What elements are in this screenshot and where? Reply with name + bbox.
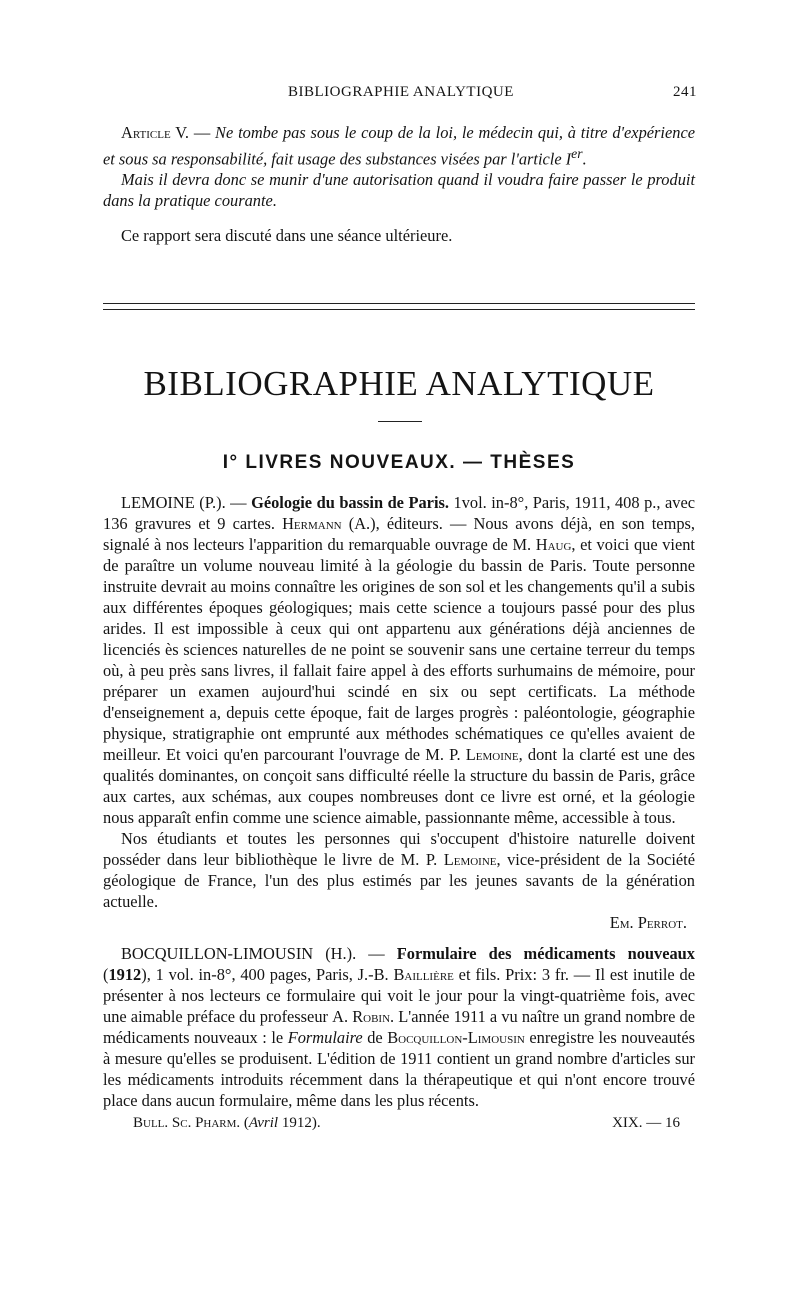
- article-sup: er: [571, 146, 583, 161]
- review1-body-a: , éditeurs. — Nous avons déjà, en son temps, signalé à nos lecteurs l'apparition du remarquable ouvrage de M.: [103, 514, 695, 554]
- review1-details: 1vol. in-8°, Paris, 1911, 408 p., avec 136 gravures et 9 cartes.: [103, 493, 695, 533]
- title-rule: [378, 421, 422, 422]
- review1-lemoine-2: Lemoine: [443, 850, 497, 869]
- divider-top: [103, 303, 695, 304]
- review2-paragraph: [103, 943, 695, 1111]
- divider-bottom: [103, 309, 695, 310]
- review1-paragraph: [103, 492, 695, 828]
- review1-author: LEMOINE (P.). —: [121, 493, 252, 512]
- review1-haug: Haug: [535, 535, 572, 554]
- page-number: 241: [673, 84, 697, 100]
- footer-journal: Bull. Sc. Pharm.: [133, 1115, 241, 1131]
- article-end: .: [582, 149, 587, 169]
- footer-date: Avril: [248, 1115, 279, 1131]
- review1-book-title: Géologie du bassin de Paris.: [251, 493, 449, 512]
- footer-date-close: ).: [311, 1115, 321, 1131]
- review2-book-title: Formulaire des médicaments nouveaux: [396, 944, 695, 963]
- review-bocquillon: [103, 943, 695, 1111]
- review2-body-a: et fils. Prix: 3 fr. — Il est inutile de présenter à nos lecteurs ce formulaire qui voit le jour pour la vingt-quatrième fois, avec une aimable préface du professeur: [103, 965, 695, 1026]
- article-label: Article V.: [121, 123, 190, 142]
- review2-publisher: Baillière: [393, 965, 454, 984]
- running-title: BIBLIOGRAPHIE ANALYTIQUE: [288, 84, 514, 100]
- review1-para2-a: Nos étudiants et toutes les personnes qui s'occupent d'histoire naturelle doivent posséder dans leur bibliothèque le livre de M. P.: [103, 829, 695, 869]
- article-dash: —: [189, 123, 216, 142]
- running-header: [103, 84, 697, 106]
- footer-journal-line: [133, 1115, 321, 1132]
- footer-year: 1912: [278, 1115, 312, 1131]
- review-lemoine: [103, 492, 695, 933]
- note-paragraph: Ce rapport sera discuté dans une séance ultérieure.: [121, 226, 453, 246]
- review1-body-b: , et voici que vient de paraître un volume nouveau limité à la géologie du bassin de Paris. Toute personne instruite devrait au moins connaître les origines de son sol et les changements qu'il a subis aux différentes époques géologiques; mais cette science a toujours passé pour des plus arides. Il est impossible à ceux qui ont appartenu aux générations déjà anciennes de licenciés ès sciences naturelles de ne point se souvenir sans une certaine terreur du temps où, à peu près sans livres, il fallait faire appel à des efforts surhumains de mémoire, pour préparer un examen aujourd'hui scindé en six ou sept certificats. La méthode d'enseignement a, depuis cette époque, fait de larges progrès : paléontologie, géographie physique, stratigraphie ont emprunté aux méthodes schématiques ce qu'elles avaient de meilleur. Et voici qu'en parcourant l'ouvrage de M. P.: [103, 535, 695, 764]
- review2-formulaire: Formulaire: [287, 1028, 363, 1047]
- main-title: BIBLIOGRAPHIE ANALYTIQUE: [143, 364, 655, 403]
- review2-author-sc: Bocquillon-Limousin: [387, 1028, 525, 1047]
- review2-body-c: de: [362, 1028, 388, 1047]
- review1-body-c: , dont la clarté est une des qualités dominantes, on conçoit sans difficulté réelle la structure du bassin de Paris, grâce aux cartes, aux schémas, aux coupes nombreuses dont ce livre est orné, et la géologie nous apparaît enfin comme une science aimable, passionnante même, accessible à tous.: [103, 745, 696, 827]
- footer-volume: XIX. — 16: [612, 1115, 680, 1131]
- article-v-block: [103, 122, 695, 246]
- review2-body-d: enregistre les nouveautés à mesure qu'elles se produisent. L'édition de 1911 contient un grand nombre d'articles sur les médicaments introduits récemment dans la thérapeutique et qui n'ont encore trouvé place dans aucun formulaire, même dans les plus récents.: [103, 1028, 695, 1110]
- review2-body-b: . L'année 1911 a vu naître un grand nombre de médicaments nouveaux : le: [103, 1007, 695, 1047]
- review1-signature-line: [103, 912, 695, 933]
- conclusion-paragraph: Mais il devra donc se munir d'une autorisation quand il voudra faire passer le produit dans la pratique courante.: [103, 170, 695, 211]
- review2-robin: A. Robin: [332, 1007, 391, 1026]
- article-v-paragraph: [103, 122, 695, 169]
- review2-details: , 1 vol. in-8°, 400 pages, Paris, J.-B.: [146, 965, 394, 984]
- review2-author: BOCQUILLON-LIMOUSIN (H.). —: [121, 944, 397, 963]
- review2-year: 1912: [108, 965, 142, 984]
- review2-year-close: ): [141, 965, 147, 984]
- review1-signature: Em. Perrot.: [609, 913, 687, 932]
- review1-lemoine: Lemoine: [465, 745, 519, 764]
- review1-publisher: Hermann (A.): [282, 514, 376, 533]
- section-title: I° LIVRES NOUVEAUX. — THÈSES: [222, 452, 576, 473]
- review1-para2-b: , vice-président de la Société géologique de France, l'un des plus estimés par les jeunes savants de la génération actuelle.: [103, 850, 695, 911]
- article-text: Ne tombe pas sous le coup de la loi, le médecin qui, à titre d'expérience et sous sa responsabilité, fait usage des substances visées par l'article I: [103, 123, 695, 169]
- footer-date-open: (: [240, 1115, 249, 1131]
- review1-paragraph-2: [103, 828, 695, 912]
- review2-year-open: (: [103, 965, 109, 984]
